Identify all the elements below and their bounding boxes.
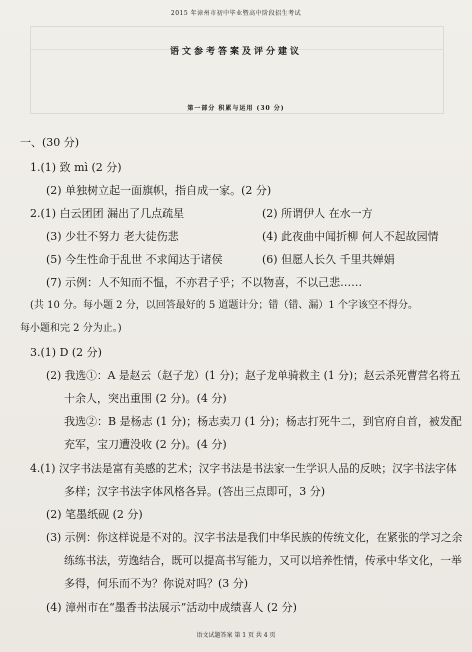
scoring-note: (共 10 分。每小题 2 分，以回答最好的 5 道题计分；错（错、漏）1 个字该空不得分。 [30,300,418,311]
answer-line: 3.(1) D (2 分) [30,346,102,359]
scoring-note: 每小题和完 2 分为止。) [20,323,122,334]
answer-line: 练练书法，劳逸结合，既可以提高书写能力，又可以培养性情，传承中华文化，一举 [64,554,462,567]
answer-line: (2) 单独树立起一面旗帜，指自成一家。(2 分) [46,184,272,197]
answer-line: (2) 笔墨纸砚 (2 分) [46,508,143,521]
answer-line: (2) 我选①：A 是赵云（赵子龙）(1 分)；赵子龙单骑救主 (1 分)；赵云杀死曹营名将五 [46,369,461,382]
answer-line: 4.(1) 汉字书法是富有美感的艺术；汉字书法是书法家一生学识人品的反映；汉字书法字体 [30,462,457,475]
bleed-through-table [30,26,444,114]
page-footer: 语文试题答案 第 1 页 共 4 页 [196,632,276,639]
answer-line: 多样；汉字书法字体风格各异。(答出三点即可，3 分) [64,485,326,498]
answer-line: 2.(1) 白云团团 漏出了几点疏星 [30,207,185,220]
answer-line: (4) 漳州市在“墨香书法展示”活动中成绩喜人 (2 分) [46,601,297,614]
section-heading: 一、(30 分) [20,136,80,149]
answer-line: (6) 但愿人长久 千里共婵娟 [262,253,395,266]
answer-line: 充军，宝刀遭没收 (2 分)。(4 分) [64,438,227,451]
answer-line: 多得，何乐而不为？你说对吗？(3 分) [64,577,249,590]
answer-line: (7) 示例：人不知而不愠，不亦君子乎；不以物喜，不以己悲…… [46,276,363,289]
answer-line: 1.(1) 致 mì (2 分) [30,161,122,174]
exam-title: 2015 年漳州市初中毕业暨高中阶段招生考试 [170,10,302,17]
answer-line: (4) 此夜曲中闻折柳 何人不起故园情 [262,230,439,243]
answer-line: 十余人，突出重围 (2 分)。(4 分) [64,392,227,405]
document-title: 语文参考答案及评分建议 [169,47,302,57]
part-title: 第一部分 积累与运用 (30 分) [187,105,285,112]
answer-line: (2) 所谓伊人 在水一方 [262,207,373,220]
answer-line: (5) 今生性命于乱世 不求闻达于诸侯 [46,253,223,266]
answer-line: (3) 少壮不努力 老大徒伤悲 [46,230,179,243]
answer-line: 我选②：B 是杨志 (1 分)；杨志卖刀 (1 分)；杨志打死牛二，到官府自首，被发配 [64,415,462,428]
answer-line: (3) 示例：你这样说是不对的。汉字书法是我们中华民族的传统文化，在紧张的学习之余 [46,531,463,544]
